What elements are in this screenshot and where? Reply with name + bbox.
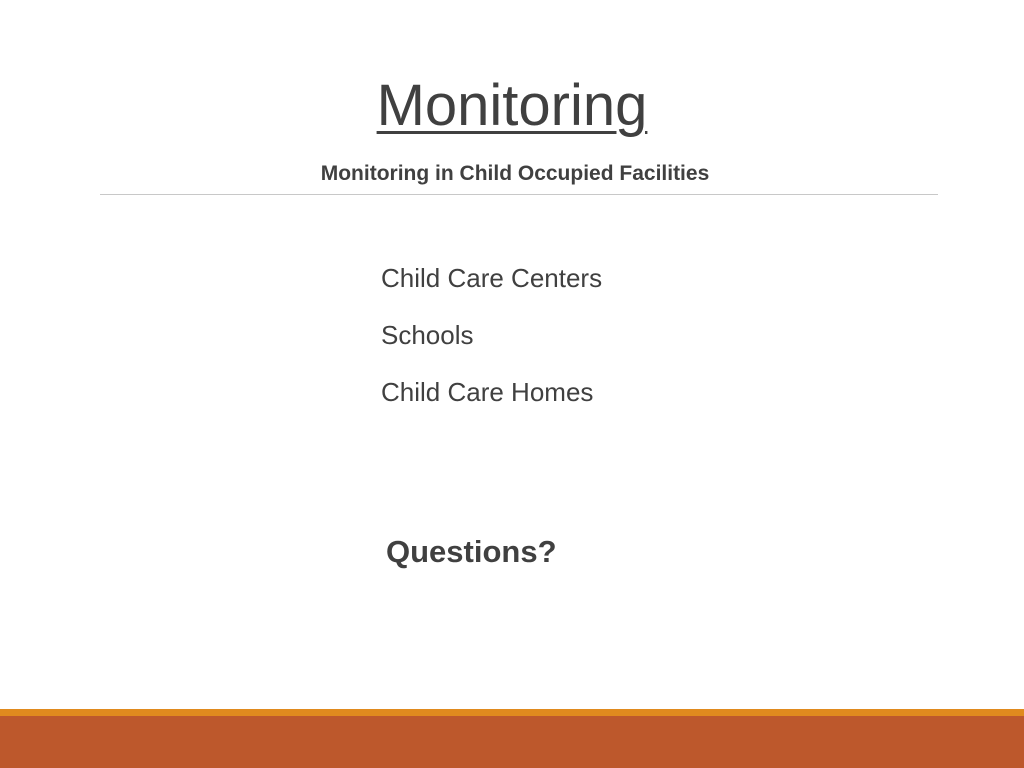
- list-item: Schools: [381, 320, 474, 350]
- facility-list: [381, 258, 602, 429]
- questions-prompt: Questions?: [386, 534, 557, 569]
- list-item: Child Care Homes: [381, 377, 594, 407]
- slide-subtitle: Monitoring in Child Occupied Facilities: [320, 162, 710, 185]
- title-divider: [100, 194, 938, 195]
- list-item: Child Care Centers: [381, 263, 603, 293]
- footer-band: [0, 716, 1024, 768]
- footer-accent-stripe: [0, 709, 1024, 716]
- slide-title: Monitoring: [376, 73, 648, 138]
